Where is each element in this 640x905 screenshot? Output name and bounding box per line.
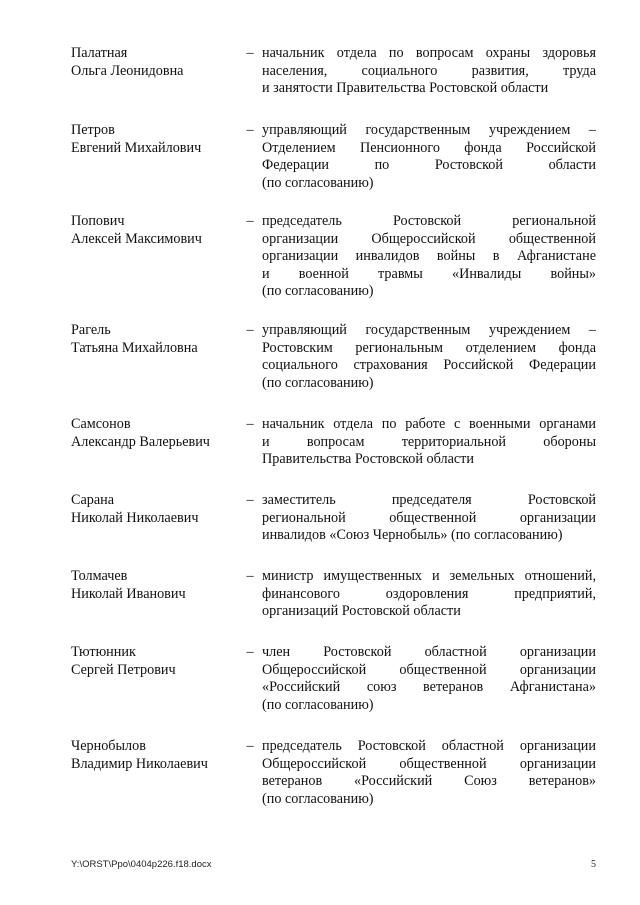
member-surname: Попович bbox=[71, 213, 125, 229]
member-surname: Чернобылов bbox=[71, 738, 146, 754]
member-surname: Толмачев bbox=[71, 568, 128, 584]
member-role bbox=[262, 213, 596, 301]
member-given-name: Татьяна Михайловна bbox=[71, 339, 198, 356]
dash-separator: – bbox=[246, 492, 254, 508]
member-role bbox=[262, 45, 596, 98]
role-line: Ростовским региональным отделением фонда bbox=[262, 339, 596, 356]
member-given-name: Евгений Михайлович bbox=[71, 139, 202, 156]
member-surname: Рагель bbox=[71, 322, 111, 338]
member-given-name: Алексей Максимович bbox=[71, 230, 202, 247]
member-role bbox=[262, 492, 596, 545]
member-name bbox=[71, 492, 246, 527]
member-given-name: Николай Иванович bbox=[71, 585, 186, 602]
role-line: Правительства Ростовской области bbox=[262, 451, 474, 467]
member-surname: Палатная bbox=[71, 45, 128, 61]
role-line: ветеранов «Российский Союз ветеранов» bbox=[262, 773, 596, 789]
member-role bbox=[262, 568, 596, 621]
role-line: (по согласованию) bbox=[262, 696, 374, 713]
role-line: организаций Ростовской области bbox=[262, 603, 461, 619]
member-given-name: Владимир Николаевич bbox=[71, 755, 208, 772]
role-line: организации инвалидов войны в Афганистане bbox=[262, 248, 596, 264]
role-line: (по согласованию) bbox=[262, 174, 374, 191]
member-entry-ragel bbox=[0, 322, 640, 402]
member-role bbox=[262, 322, 596, 392]
role-line: начальник отдела по вопросам охраны здоровья bbox=[262, 45, 596, 61]
member-entry-palatnaya bbox=[0, 45, 640, 125]
role-line: и вопросам территориальной обороны bbox=[262, 433, 596, 450]
role-line: член Ростовской областной организации bbox=[262, 644, 596, 660]
role-line: Общероссийской общественной организации bbox=[262, 755, 596, 772]
member-name bbox=[71, 644, 246, 679]
member-entry-tyutyunnik bbox=[0, 644, 640, 724]
dash-separator: – bbox=[246, 213, 254, 229]
role-line: Общероссийской общественной организации bbox=[262, 661, 596, 678]
role-line: Отделением Пенсионного фонда Российской bbox=[262, 139, 596, 156]
role-line: организации Общероссийской общественной bbox=[262, 230, 596, 247]
dash-separator: – bbox=[246, 738, 254, 754]
role-line: председатель Ростовской областной организации bbox=[262, 738, 596, 754]
role-line: председатель Ростовской региональной bbox=[262, 213, 596, 229]
member-entry-sarana bbox=[0, 492, 640, 572]
dash-separator: – bbox=[246, 45, 254, 61]
role-line: министр имущественных и земельных отношений, bbox=[262, 568, 596, 584]
dash-separator: – bbox=[246, 568, 254, 584]
role-line: финансового оздоровления предприятий, bbox=[262, 585, 596, 602]
member-role bbox=[262, 416, 596, 469]
member-given-name: Ольга Леонидовна bbox=[71, 62, 184, 79]
role-line: управляющий государственным учреждением – bbox=[262, 122, 596, 138]
member-surname: Самсонов bbox=[71, 416, 131, 432]
member-entry-popovich bbox=[0, 213, 640, 299]
member-role bbox=[262, 738, 596, 808]
member-entry-petrov bbox=[0, 122, 640, 202]
role-line: заместитель председателя Ростовской bbox=[262, 492, 596, 508]
member-name bbox=[71, 122, 246, 157]
member-entry-samsonov bbox=[0, 416, 640, 496]
member-given-name: Александр Валерьевич bbox=[71, 433, 210, 450]
role-line: и военной травмы «Инвалиды войны» bbox=[262, 265, 596, 282]
footer-file-path: Y:\ORST\Ppo\0404p226.f18.docx bbox=[71, 859, 212, 870]
member-surname: Тютюнник bbox=[71, 644, 136, 660]
role-line: (по согласованию) bbox=[262, 374, 374, 391]
member-name bbox=[71, 213, 246, 248]
role-line: инвалидов «Союз Чернобыль» (по согласованию) bbox=[262, 527, 563, 543]
role-line: социального страхования Российской Федерации bbox=[262, 357, 596, 373]
member-surname: Сарана bbox=[71, 492, 115, 508]
member-name bbox=[71, 738, 246, 773]
member-role bbox=[262, 644, 596, 714]
dash-separator: – bbox=[246, 416, 254, 432]
member-given-name: Николай Николаевич bbox=[71, 509, 199, 526]
page-number: 5 bbox=[591, 859, 596, 870]
member-given-name: Сергей Петрович bbox=[71, 661, 176, 678]
role-line: региональной общественной организации bbox=[262, 509, 596, 526]
role-line: (по согласованию) bbox=[262, 790, 374, 807]
member-name bbox=[71, 45, 246, 80]
member-surname: Петров bbox=[71, 122, 115, 138]
role-line: «Российский союз ветеранов Афганистана» bbox=[262, 679, 596, 695]
dash-separator: – bbox=[246, 122, 254, 138]
member-role bbox=[262, 122, 596, 192]
dash-separator: – bbox=[246, 644, 254, 660]
member-name bbox=[71, 416, 246, 451]
role-line: (по согласованию) bbox=[262, 283, 374, 299]
role-line: Федерации по Ростовской области bbox=[262, 157, 596, 173]
member-name bbox=[71, 568, 246, 603]
role-line: начальник отдела по работе с военными органами bbox=[262, 416, 596, 432]
member-entry-chernobylov bbox=[0, 738, 640, 818]
role-line: управляющий государственным учреждением – bbox=[262, 322, 596, 338]
role-line: и занятости Правительства Ростовской области bbox=[262, 80, 549, 96]
dash-separator: – bbox=[246, 322, 254, 338]
member-entry-tolmachev bbox=[0, 568, 640, 648]
member-name bbox=[71, 322, 246, 357]
role-line: населения, социального развития, труда bbox=[262, 62, 596, 79]
